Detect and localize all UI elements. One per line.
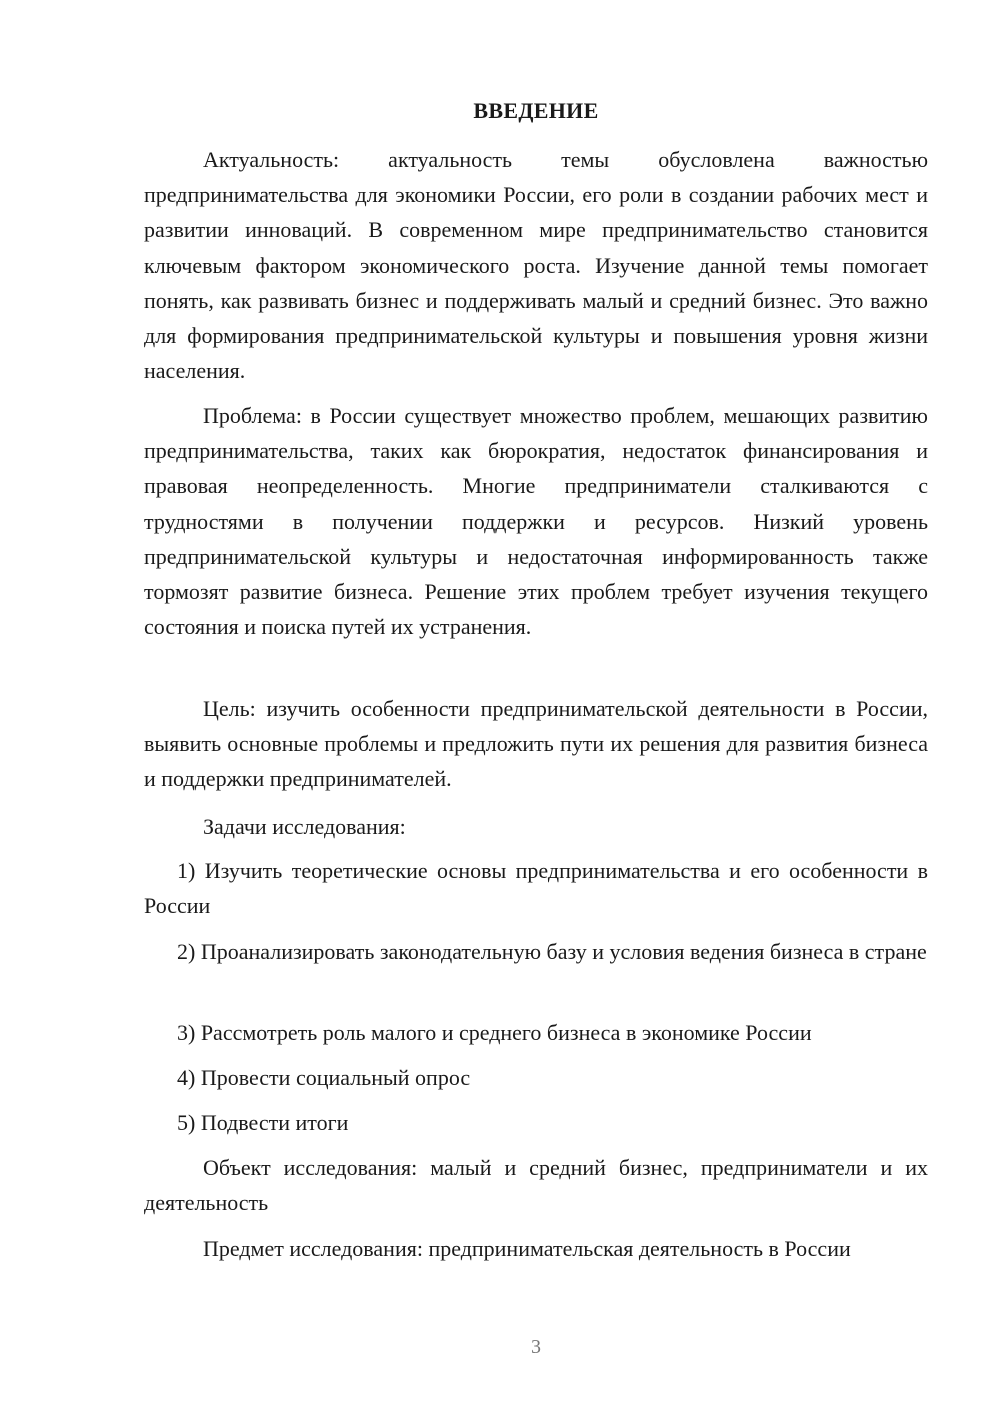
- task-item-3: 3) Рассмотреть роль малого и среднего бизнеса в экономике России: [177, 1020, 812, 1045]
- task-item-1: 1) Изучить теоретические основы предпринимательства и его особенности в России: [144, 858, 928, 919]
- relevance-paragraph: Актуальность: актуальность темы обусловлена важностью предпринимательства для экономики России, его роли в создании рабочих мест и развитии инноваций. В современном мире предпринимательство становится ключевым фактором экономического роста. Изучение данной темы помогает понять, как развивать бизнес и поддерживать малый и средний бизнес. Это важно для формирования предпринимательской культуры и повышения уровня жизни населения.: [144, 147, 928, 384]
- task-item-4: 4) Провести социальный опрос: [177, 1065, 471, 1090]
- page-number: 3: [531, 1336, 541, 1358]
- section-heading: ВВЕДЕНИЕ: [473, 98, 599, 123]
- object-paragraph: Объект исследования: малый и средний бизнес, предприниматели и их деятельность: [144, 1155, 928, 1216]
- task-item-2: 2) Проанализировать законодательную базу и условия ведения бизнеса в стране: [177, 939, 927, 964]
- task-item-5: 5) Подвести итоги: [177, 1110, 349, 1135]
- problem-paragraph: Проблема: в России существует множество проблем, мешающих развитию предпринимательства, таких как бюрократия, недостаток финансирования и правовая неопределенность. Многие предприниматели сталкиваются с трудностями в получении поддержки и ресурсов. Низкий уровень предпринимательской культуры и недостаточная информированность также тормозят развитие бизнеса. Решение этих проблем требует изучения текущего состояния и поиска путей их устранения.: [144, 403, 928, 640]
- subject-paragraph: Предмет исследования: предпринимательская деятельность в России: [203, 1236, 851, 1261]
- goal-paragraph: Цель: изучить особенности предпринимательской деятельности в России, выявить основные проблемы и предложить пути их решения для развития бизнеса и поддержки предпринимателей.: [144, 696, 928, 792]
- tasks-heading: Задачи исследования:: [203, 814, 406, 839]
